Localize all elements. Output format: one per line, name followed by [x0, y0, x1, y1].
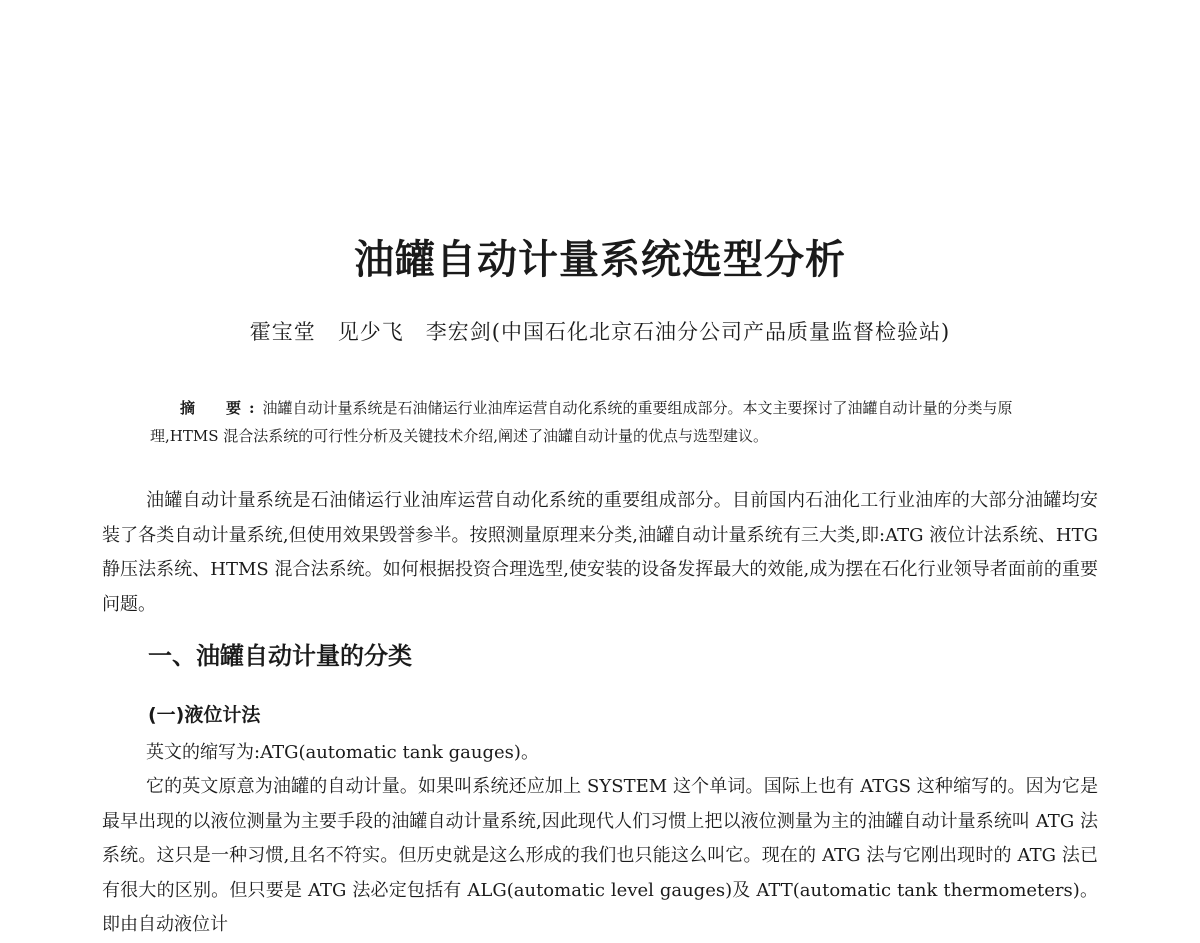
- author-line: 霍宝堂 见少飞 李宏剑(中国石化北京石油分公司产品质量监督检验站): [249, 320, 951, 344]
- subsection-heading: (一)液位计法: [148, 704, 261, 726]
- intro-paragraph: 油罐自动计量系统是石油储运行业油库运营自动化系统的重要组成部分。目前国内石油化工行业油库的大部分油罐均安装了各类自动计量系统,但使用效果毁誉参半。按照测量原理来分类,油罐自动计量系统有三大类,即:ATG 液位计法系统、HTG 静压法系统、HTMS 混合法系统。如何根据投资合理选型,使安装的设备发挥最大的效能,成为摆在石化行业领导者面前的重要问题。: [102, 490, 1098, 615]
- abstract-label: 摘 要:: [180, 399, 263, 417]
- paper-title: 油罐自动计量系统选型分析: [354, 237, 846, 283]
- section-heading: 一、油罐自动计量的分类: [148, 642, 412, 670]
- body-paragraph: 它的英文原意为油罐的自动计量。如果叫系统还应加上 SYSTEM 这个单词。国际上也有 ATGS 这种缩写的。因为它是最早出现的以液位测量为主要手段的油罐自动计量系统,因此现代人们习惯上把以液位测量为主的油罐自动计量系统叫 ATG 法系统。这只是一种习惯,且名不符实。但历史就是这么形成的我们也只能这么叫它。现在的 ATG 法与它刚出现时的 ATG 法已有很大的区别。但只要是 ATG 法必定包括有 ALG(automatic level gauges)及 ATT(automatic tank thermometers)。即由自动液位计: [102, 776, 1098, 935]
- abbreviation-paragraph: 英文的缩写为:ATG(automatic tank gauges)。: [146, 742, 539, 763]
- abstract: [150, 394, 1050, 450]
- abstract-text: 油罐自动计量系统是石油储运行业油库运营自动化系统的重要组成部分。本文主要探讨了油罐自动计量的分类与原理,HTMS 混合法系统的可行性分析及关键技术介绍,阐述了油罐自动计量的优点与选型建议。: [150, 399, 1013, 445]
